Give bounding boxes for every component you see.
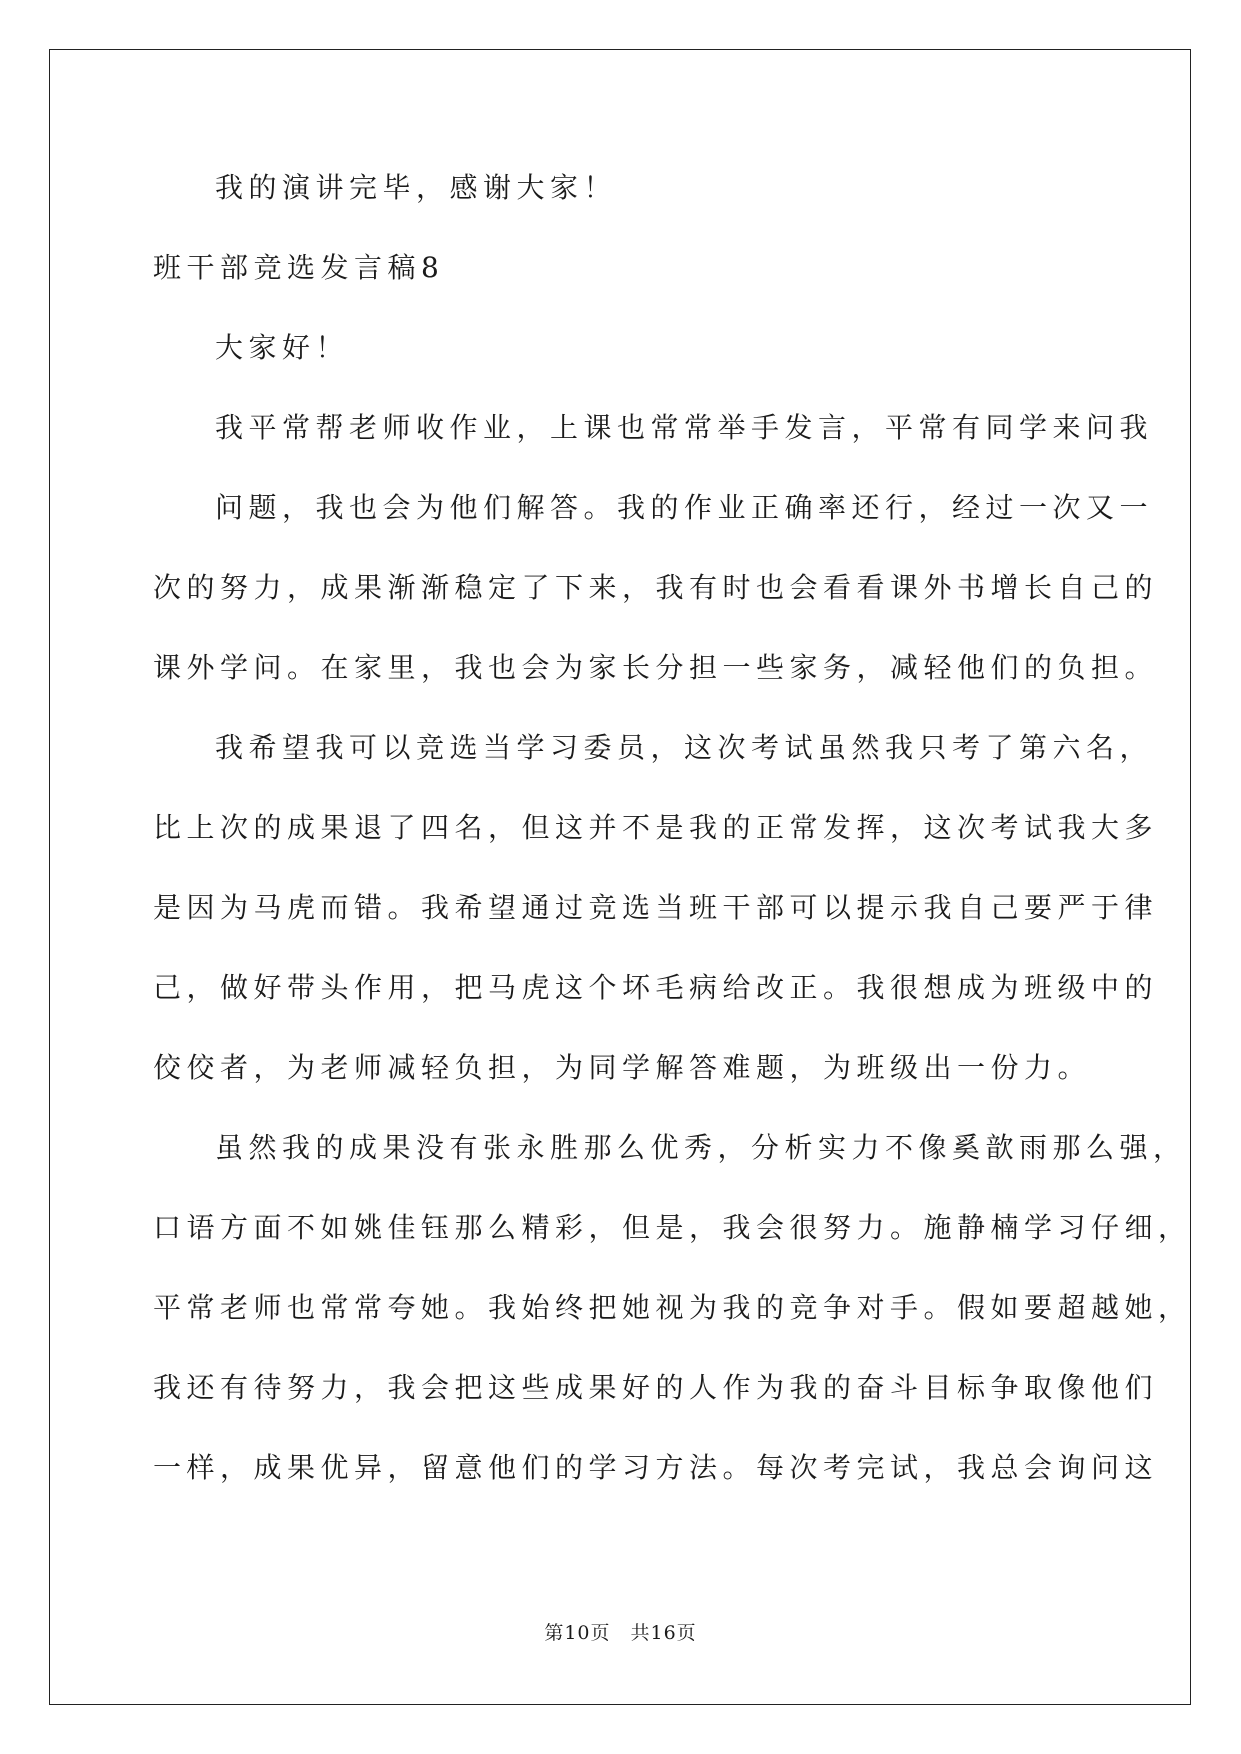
- body-line: 我希望我可以竞选当学习委员，这次考试虽然我只考了第六名，: [215, 731, 1154, 764]
- body-line: 我还有待努力，我会把这些成果好的人作为我的奋斗目标争取像他们: [153, 1371, 1159, 1404]
- body-line: 平常老师也常常夸她。我始终把她视为我的竞争对手。假如要超越她，: [153, 1291, 1192, 1324]
- body-line: 己，做好带头作用，把马虎这个坏毛病给改正。我很想成为班级中的: [153, 971, 1159, 1004]
- closing-line: 我的演讲完毕，感谢大家！: [215, 171, 618, 204]
- body-line: 口语方面不如姚佳钰那么精彩，但是，我会很努力。施静楠学习仔细，: [153, 1211, 1192, 1244]
- body-line: 次的努力，成果渐渐稳定了下来，我有时也会看看课外书增长自己的: [153, 571, 1159, 604]
- body-line: 我平常帮老师收作业，上课也常常举手发言，平常有同学来问我: [215, 411, 1154, 444]
- body-line: 一样，成果优异，留意他们的学习方法。每次考完试，我总会询问这: [153, 1451, 1159, 1484]
- section-title: 班干部竞选发言稿8: [153, 251, 445, 284]
- greeting: 大家好！: [215, 331, 350, 364]
- body-line: 是因为马虎而错。我希望通过竞选当班干部可以提示我自己要严于律: [153, 891, 1159, 924]
- page-footer: 第10页 共16页: [544, 1622, 697, 1644]
- body-line: 虽然我的成果没有张永胜那么优秀，分析实力不像奚歆雨那么强，: [215, 1131, 1187, 1164]
- body-line: 佼佼者，为老师减轻负担，为同学解答难题，为班级出一份力。: [153, 1051, 1092, 1084]
- body-line: 课外学问。在家里，我也会为家长分担一些家务，减轻他们的负担。: [153, 651, 1159, 684]
- body-line: 比上次的成果退了四名，但这并不是我的正常发挥，这次考试我大多: [153, 811, 1159, 844]
- body-line: 问题，我也会为他们解答。我的作业正确率还行，经过一次又一: [215, 491, 1154, 524]
